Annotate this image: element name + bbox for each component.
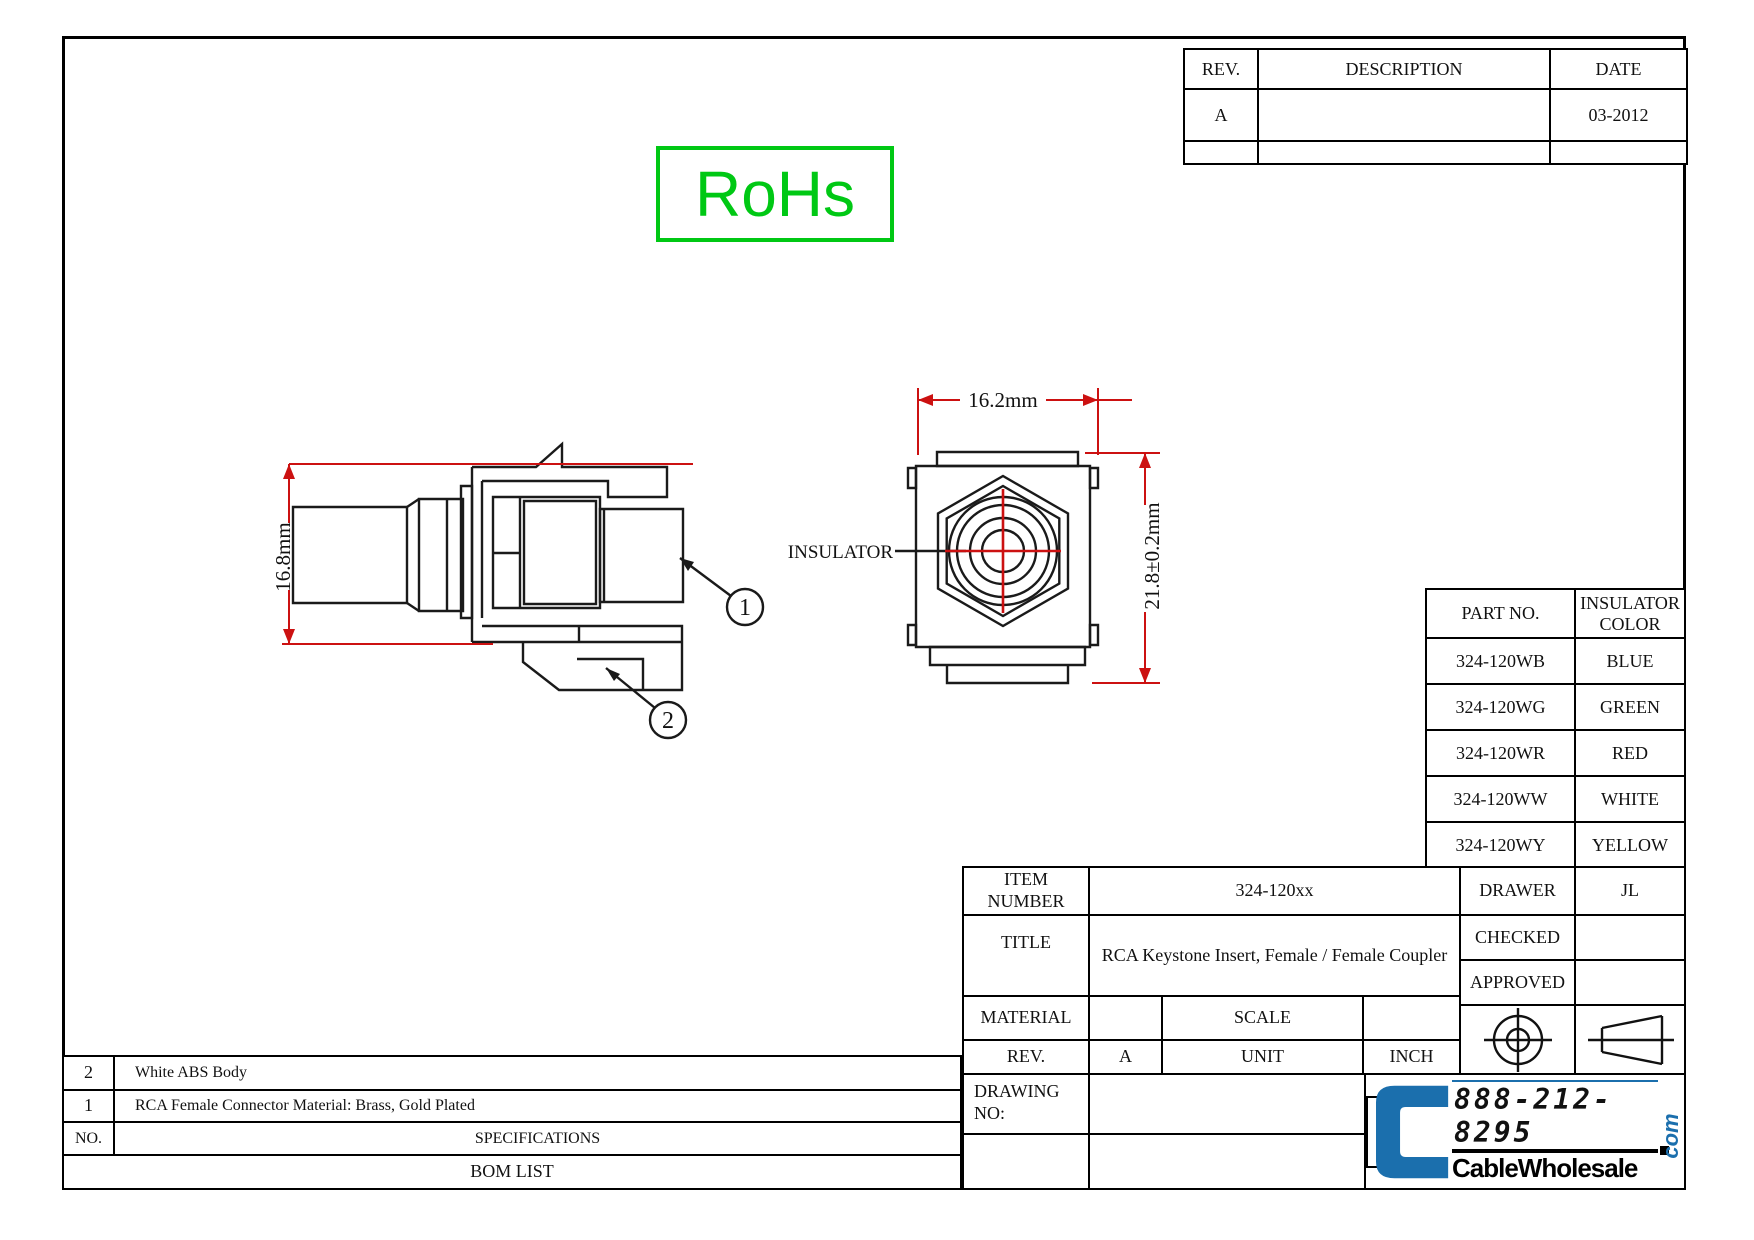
approved-label: APPROVED xyxy=(1459,959,1576,1006)
bom-qty: 2 xyxy=(62,1055,115,1091)
side-view-drawing xyxy=(293,444,763,738)
callout1-number: 1 xyxy=(739,595,751,621)
scale-value xyxy=(1362,995,1461,1041)
color-cell: WHITE xyxy=(1576,777,1684,821)
logo-tld-wrap xyxy=(1658,1089,1684,1175)
bom-spec: RCA Female Connector Material: Brass, Gold Plated xyxy=(113,1089,962,1123)
rev-empty xyxy=(1185,142,1257,163)
center-crosshair xyxy=(945,489,1061,613)
item-number-value: 324-120xx xyxy=(1088,866,1461,916)
rev-value: A xyxy=(1088,1039,1163,1075)
bracket-wall xyxy=(472,467,482,642)
front-view-drawing xyxy=(895,452,1098,683)
part-no-cell: 324-120WY xyxy=(1427,823,1574,867)
date-value: 03-2012 xyxy=(1551,90,1686,140)
material-label: MATERIAL xyxy=(962,995,1090,1041)
barrel-collar xyxy=(419,499,463,611)
part-no-cell: 324-120WG xyxy=(1427,685,1574,729)
scale-label: SCALE xyxy=(1161,995,1364,1041)
barrel-taper xyxy=(407,499,419,611)
material-value xyxy=(1088,995,1163,1041)
drawer-value: JL xyxy=(1574,866,1686,916)
front-dim-lines xyxy=(918,388,1160,683)
projection-target-icon xyxy=(1463,1007,1573,1073)
projection-target-cell xyxy=(1459,1004,1576,1075)
item-number-label: ITEM NUMBER xyxy=(962,866,1090,916)
unit-value: INCH xyxy=(1362,1039,1461,1075)
checked-label: CHECKED xyxy=(1459,914,1576,961)
drawing-no-label: DRAWING NO: xyxy=(962,1073,1090,1135)
bom-qty: 1 xyxy=(62,1089,115,1123)
side-height-dim: 16.8mm xyxy=(271,522,295,592)
checked-value xyxy=(1574,914,1686,961)
approved-value xyxy=(1574,959,1686,1006)
date-empty xyxy=(1551,142,1686,163)
keystone-top-arm xyxy=(472,444,667,497)
bom-spec: White ABS Body xyxy=(113,1055,962,1091)
part-no-header: PART NO. xyxy=(1427,590,1574,637)
title-value: RCA Keystone Insert, Female / Female Coupler xyxy=(1088,914,1461,997)
title-block-empty-label xyxy=(962,1133,1090,1190)
logo-c-mark xyxy=(1366,1083,1450,1181)
logo-brand: CableWholesale xyxy=(1452,1152,1638,1183)
front-width-dim: 16.2mm xyxy=(968,388,1038,412)
part-no-cell: 324-120WW xyxy=(1427,777,1574,821)
title-label: TITLE xyxy=(962,914,1090,997)
keystone-bottom-latch xyxy=(472,626,682,690)
bom-list-title: BOM LIST xyxy=(62,1154,962,1190)
rev-header: REV. xyxy=(1185,50,1257,88)
insulator-label: INSULATOR xyxy=(787,542,893,563)
logo-tld: com xyxy=(1658,1112,1683,1159)
rca-left-barrel xyxy=(293,507,407,603)
logo-phone: 888-212-8295 xyxy=(1452,1080,1658,1153)
color-cell: BLUE xyxy=(1576,639,1684,683)
revision-table xyxy=(1183,48,1688,165)
connector-body xyxy=(493,497,600,608)
unit-label: UNIT xyxy=(1161,1039,1364,1075)
company-logo xyxy=(1364,1073,1686,1190)
title-block-empty-value xyxy=(1088,1133,1366,1190)
side-dim-lines xyxy=(282,464,693,644)
rev-label: REV. xyxy=(962,1039,1090,1075)
rohs-label: RoHs xyxy=(694,158,856,230)
part-number-table xyxy=(1425,588,1686,869)
projection-cone-cell xyxy=(1574,1004,1686,1075)
rca-right-barrel xyxy=(600,509,683,602)
callout2-number: 2 xyxy=(662,708,674,734)
insulator-color-header: INSULATOR COLOR xyxy=(1576,590,1684,637)
description-header: DESCRIPTION xyxy=(1259,50,1549,88)
part-no-cell: 324-120WR xyxy=(1427,731,1574,775)
front-height-dim: 21.8±0.2mm xyxy=(1140,502,1164,610)
date-header: DATE xyxy=(1551,50,1686,88)
description-empty xyxy=(1259,142,1549,163)
projection-cone-icon xyxy=(1578,1008,1682,1072)
bom-no-header: NO. xyxy=(62,1121,115,1156)
drawer-label: DRAWER xyxy=(1459,866,1576,916)
logo-c-icon xyxy=(1376,1083,1450,1181)
drawing-no-value xyxy=(1088,1073,1366,1135)
part-no-cell: 324-120WB xyxy=(1427,639,1574,683)
front-top-flange xyxy=(937,452,1078,466)
color-cell: RED xyxy=(1576,731,1684,775)
color-cell: GREEN xyxy=(1576,685,1684,729)
color-cell: YELLOW xyxy=(1576,823,1684,867)
rev-value: A xyxy=(1185,90,1257,140)
bom-specifications-header: SPECIFICATIONS xyxy=(113,1121,962,1156)
front-bottom-steps xyxy=(930,647,1085,683)
description-value xyxy=(1259,90,1549,140)
